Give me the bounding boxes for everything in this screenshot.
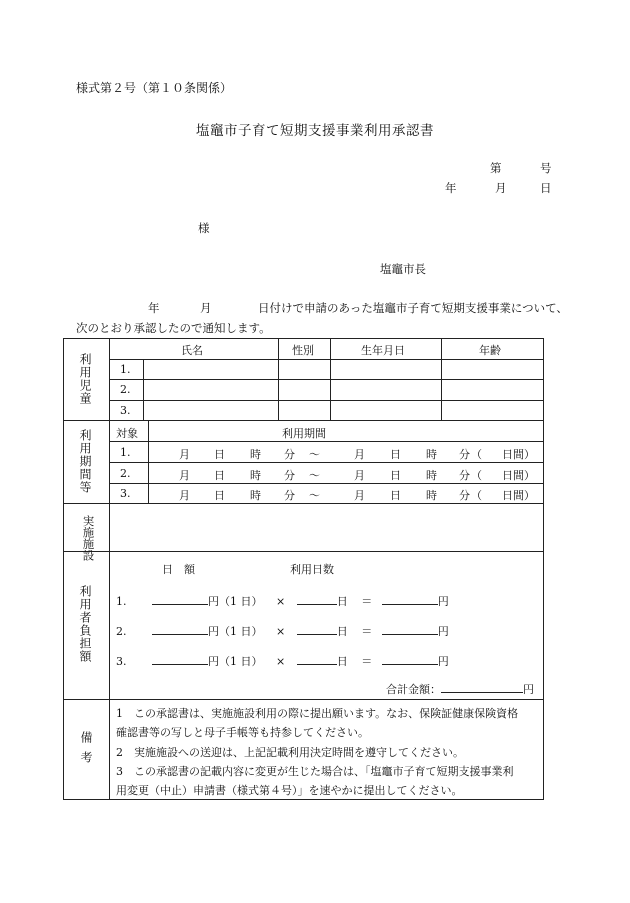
month-unit: 月 <box>354 489 365 502</box>
burden-row-label: 2. <box>116 625 127 638</box>
child-row-2-label: 2. <box>120 383 131 396</box>
tilde: ～ <box>309 489 320 502</box>
children-section-label: 利用児童 <box>78 353 92 405</box>
period-row-label: 2. <box>120 467 131 480</box>
subtotal-field[interactable] <box>382 592 438 605</box>
days-close: 日間） <box>502 469 535 482</box>
month-unit: 月 <box>179 489 190 502</box>
remark-line-3: 2 実施施設への送迎は、上記記載利用決定時間を遵守してください。 <box>116 746 464 759</box>
intro-year: 年 <box>148 301 160 315</box>
child-row-1-label: 1. <box>120 363 131 376</box>
document-title: 塩竈市子育て短期支援事業利用承認書 <box>196 123 434 139</box>
usage-days-field[interactable] <box>297 652 337 665</box>
remarks-section-label: 備考 <box>79 731 93 771</box>
days-close: 日間） <box>502 489 535 502</box>
month-unit: 月 <box>179 469 190 482</box>
subtotal-field[interactable] <box>382 652 438 665</box>
days-close: 日間） <box>502 448 535 461</box>
month-unit: 月 <box>354 469 365 482</box>
number-go: 号 <box>540 161 552 175</box>
usage-days-field[interactable] <box>297 622 337 635</box>
intro-month: 月 <box>200 301 212 315</box>
total-label: 合計金額： <box>386 683 441 696</box>
hour-unit: 時 <box>250 469 261 482</box>
period-row-label: 3. <box>120 487 131 500</box>
minute-unit: 分 <box>459 489 470 502</box>
hour-unit: 時 <box>250 489 261 502</box>
day-unit: 日 <box>390 469 401 482</box>
day-unit: 日 <box>214 448 225 461</box>
times-sign: × <box>276 595 286 608</box>
tilde: ～ <box>309 448 320 461</box>
remark-line-4: 3 この承認書の記載内容に変更が生じた場合は、「塩竈市子育て短期支援事業利 <box>116 765 514 778</box>
header-period: 利用期間 <box>282 427 326 440</box>
times-sign: × <box>276 625 286 638</box>
header-gender: 性別 <box>292 344 314 357</box>
days-open: （ <box>471 448 482 461</box>
days-open: （ <box>471 469 482 482</box>
minute-unit: 分 <box>284 448 295 461</box>
header-target: 対象 <box>116 427 138 440</box>
remark-line-1: 1 この承認書は、実施施設利用の際に提出願います。なお、保険証健康保険資格 <box>116 707 519 720</box>
number-dai: 第 <box>490 161 502 175</box>
header-usage-days: 利用日数 <box>290 563 334 576</box>
addressee: 様 <box>198 221 210 235</box>
total-amount <box>386 680 534 697</box>
hour-unit: 時 <box>426 448 437 461</box>
child-row-3-label: 3. <box>120 404 131 417</box>
minute-unit: 分 <box>459 469 470 482</box>
day-unit: 日 <box>214 469 225 482</box>
day-unit: 日 <box>336 595 348 608</box>
intro-line-2: 次のとおり承認したので通知します。 <box>76 321 271 335</box>
burden-row-label: 1. <box>116 595 127 608</box>
day-unit: 日 <box>390 489 401 502</box>
period-section-label: 利用期間等 <box>78 429 92 494</box>
total-yen-unit: 円 <box>523 683 534 696</box>
burden-row-3 <box>116 652 449 669</box>
minute-unit: 分 <box>284 469 295 482</box>
burden-row-1 <box>116 592 449 609</box>
approval-table <box>63 338 544 800</box>
hour-unit: 時 <box>250 448 261 461</box>
day-unit: 日 <box>390 448 401 461</box>
intro-rest: 日付けで申請のあった塩竈市子育て短期支援事業について、 <box>258 301 568 315</box>
remark-line-5: 用変更（中止）申請書（様式第４号）」を速やかに提出してください。 <box>116 784 463 797</box>
yen-per-day: 円（1 日） <box>208 625 263 638</box>
equals-sign: ＝ <box>361 595 373 608</box>
day-unit: 日 <box>336 625 348 638</box>
daily-amount-field[interactable] <box>152 622 208 635</box>
times-sign: × <box>276 655 286 668</box>
minute-unit: 分 <box>284 489 295 502</box>
facility-section-label: 実施施設 <box>81 515 96 561</box>
usage-days-field[interactable] <box>297 592 337 605</box>
issuer: 塩竈市長 <box>380 262 426 276</box>
equals-sign: ＝ <box>361 625 373 638</box>
yen-unit: 円 <box>437 655 449 668</box>
header-birthdate: 生年月日 <box>361 344 405 357</box>
form-number: 様式第２号（第１０条関係） <box>76 81 233 95</box>
header-age: 年齢 <box>479 344 501 357</box>
subtotal-field[interactable] <box>382 622 438 635</box>
header-daily-amount: 日 額 <box>162 563 195 576</box>
minute-unit: 分 <box>459 448 470 461</box>
date-year: 年 <box>445 181 457 195</box>
yen-per-day: 円（1 日） <box>208 655 263 668</box>
burden-row-2 <box>116 622 449 639</box>
burden-row-label: 3. <box>116 655 127 668</box>
month-unit: 月 <box>179 448 190 461</box>
date-day: 日 <box>540 181 552 195</box>
tilde: ～ <box>309 469 320 482</box>
yen-per-day: 円（1 日） <box>208 595 263 608</box>
days-open: （ <box>471 489 482 502</box>
hour-unit: 時 <box>426 469 437 482</box>
burden-section-label: 利用者負担額 <box>78 585 92 663</box>
yen-unit: 円 <box>437 625 449 638</box>
remark-line-2: 確認書等の写しと母子手帳等も持参してください。 <box>116 726 369 739</box>
daily-amount-field[interactable] <box>152 592 208 605</box>
total-amount-field[interactable] <box>441 680 523 693</box>
daily-amount-field[interactable] <box>152 652 208 665</box>
day-unit: 日 <box>214 489 225 502</box>
header-name: 氏名 <box>181 344 203 357</box>
yen-unit: 円 <box>437 595 449 608</box>
month-unit: 月 <box>354 448 365 461</box>
date-month: 月 <box>495 181 507 195</box>
day-unit: 日 <box>336 655 348 668</box>
hour-unit: 時 <box>426 489 437 502</box>
period-row-label: 1. <box>120 446 131 459</box>
equals-sign: ＝ <box>361 655 373 668</box>
